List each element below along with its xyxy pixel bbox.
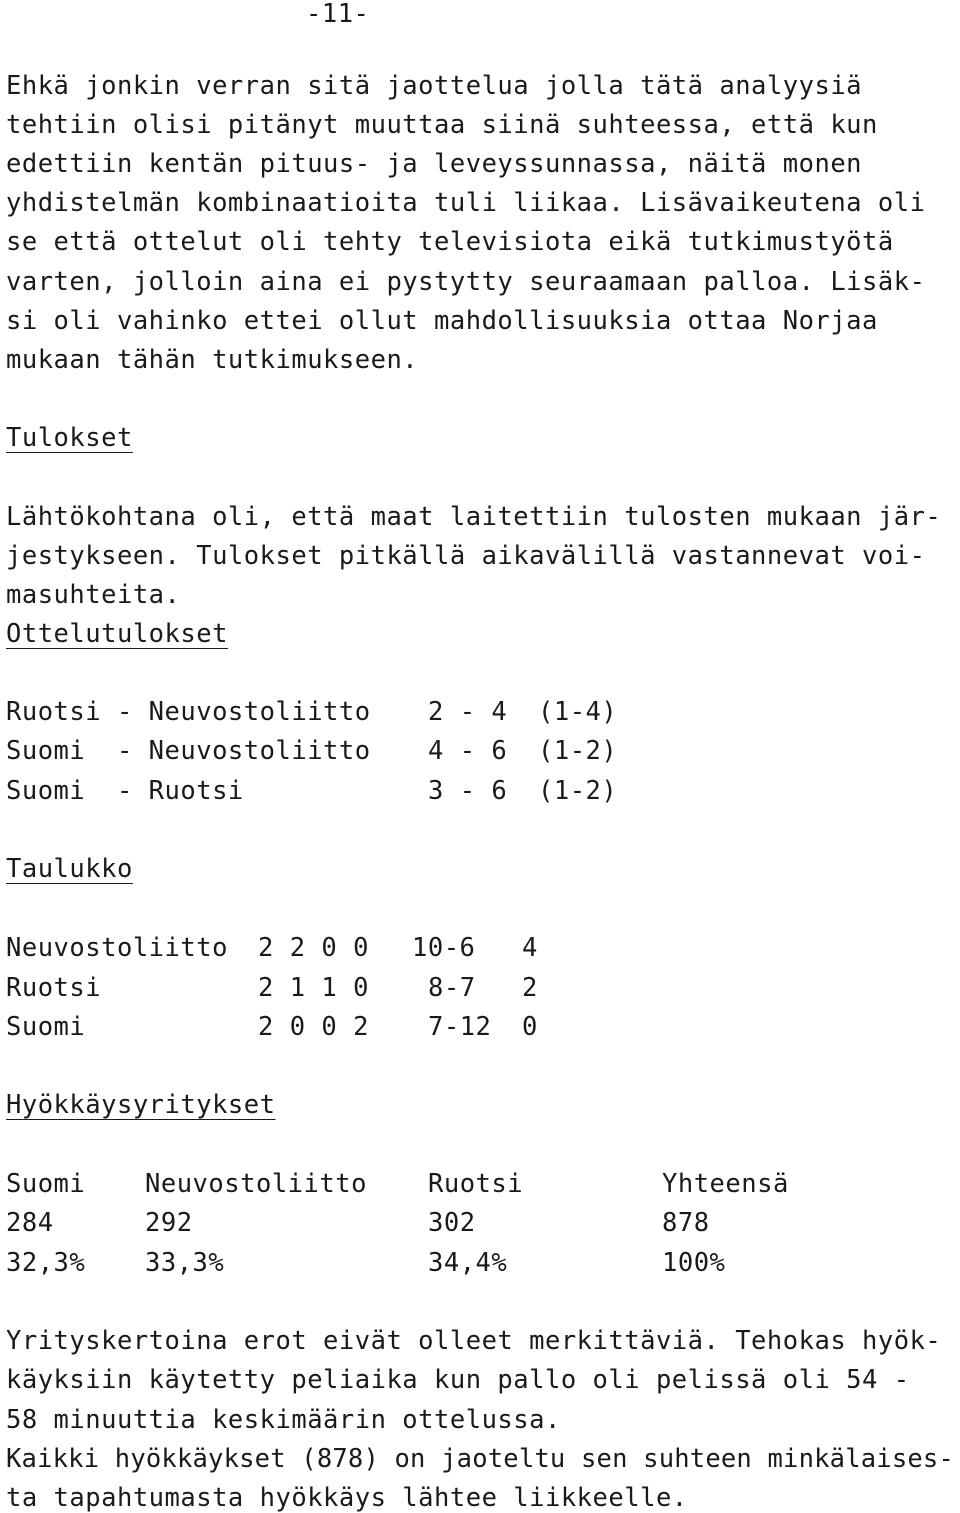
- standings-goals: 7-12: [428, 1012, 492, 1042]
- text-line: edettiin kentän pituus- ja leveyssunnassa, näitä monen: [6, 149, 863, 179]
- standings-team: Neuvostoliitto: [6, 933, 228, 963]
- match-teams: Suomi - Ruotsi: [6, 776, 244, 806]
- attacks-percent: 32,3%: [6, 1248, 86, 1278]
- standings-team: Ruotsi: [6, 973, 102, 1003]
- match-score: 3 - 6: [428, 776, 508, 806]
- standings-goals: 10-6: [412, 933, 476, 963]
- heading-tulokset: Tulokset: [6, 423, 133, 453]
- text-line: Kaikki hyökkäykset (878) on jaoteltu sen suhteen minkälaises-: [6, 1444, 954, 1474]
- heading-taulukko: Taulukko: [6, 854, 133, 884]
- text-line: si oli vahinko ettei ollut mahdollisuuksia ottaa Norjaa: [6, 306, 878, 336]
- attacks-count: 878: [662, 1208, 710, 1238]
- standings-record: 2 0 0 2: [258, 1012, 369, 1042]
- standings-record: 2 1 1 0: [258, 973, 369, 1003]
- match-teams: Suomi - Neuvostoliitto: [6, 736, 371, 766]
- page-number: -11-: [306, 0, 370, 29]
- text-line: tehtiin olisi pitänyt muuttaa siinä suhteessa, että kun: [6, 110, 878, 140]
- standings-record: 2 2 0 0: [258, 933, 369, 963]
- match-score: 4 - 6: [428, 736, 508, 766]
- standings-goals: 8-7: [428, 973, 476, 1003]
- standings-team: Suomi: [6, 1012, 86, 1042]
- text-line: mukaan tähän tutkimukseen.: [6, 345, 419, 375]
- attacks-percent: 33,3%: [145, 1248, 225, 1278]
- match-halftime: (1-2): [538, 776, 618, 806]
- attacks-percent: 100%: [662, 1248, 726, 1278]
- text-line: 58 minuuttia keskimäärin ottelussa.: [6, 1405, 561, 1435]
- attacks-header: Suomi: [6, 1169, 86, 1199]
- text-line: se että ottelut oli tehty televisiota eikä tutkimustyötä: [6, 227, 894, 257]
- text-line: käyksiin käytetty peliaika kun pallo oli pelissä oli 54 -: [6, 1365, 910, 1395]
- text-line: ta tapahtumasta hyökkäys lähtee liikkeelle.: [6, 1483, 688, 1513]
- text-line: masuhteita.: [6, 580, 181, 610]
- attacks-percent: 34,4%: [428, 1248, 508, 1278]
- standings-points: 0: [522, 1012, 538, 1042]
- match-halftime: (1-2): [538, 736, 618, 766]
- heading-ottelutulokset: Ottelutulokset: [6, 619, 228, 649]
- heading-hyokkaysyritykset: Hyökkäysyritykset: [6, 1090, 276, 1120]
- text-line: Yrityskertoina erot eivät olleet merkittäviä. Tehokas hyök-: [6, 1326, 942, 1356]
- standings-points: 2: [522, 973, 538, 1003]
- text-line: yhdistelmän kombinaatioita tuli liikaa. Lisävaikeutena oli: [6, 188, 926, 218]
- attacks-count: 284: [6, 1208, 54, 1238]
- standings-points: 4: [522, 933, 538, 963]
- match-score: 2 - 4: [428, 697, 508, 727]
- attacks-count: 292: [145, 1208, 193, 1238]
- attacks-header: Yhteensä: [662, 1169, 789, 1199]
- text-line: varten, jolloin aina ei pystytty seuraamaan palloa. Lisäk-: [6, 267, 926, 297]
- attacks-header: Ruotsi: [428, 1169, 524, 1199]
- attacks-count: 302: [428, 1208, 476, 1238]
- attacks-header: Neuvostoliitto: [145, 1169, 367, 1199]
- match-teams: Ruotsi - Neuvostoliitto: [6, 697, 371, 727]
- match-halftime: (1-4): [538, 697, 618, 727]
- text-line: Lähtökohtana oli, että maat laitettiin tulosten mukaan jär-: [6, 502, 942, 532]
- text-line: jestykseen. Tulokset pitkällä aikavälillä vastannevat voi-: [6, 541, 926, 571]
- text-line: Ehkä jonkin verran sitä jaottelua jolla tätä analyysiä: [6, 71, 863, 101]
